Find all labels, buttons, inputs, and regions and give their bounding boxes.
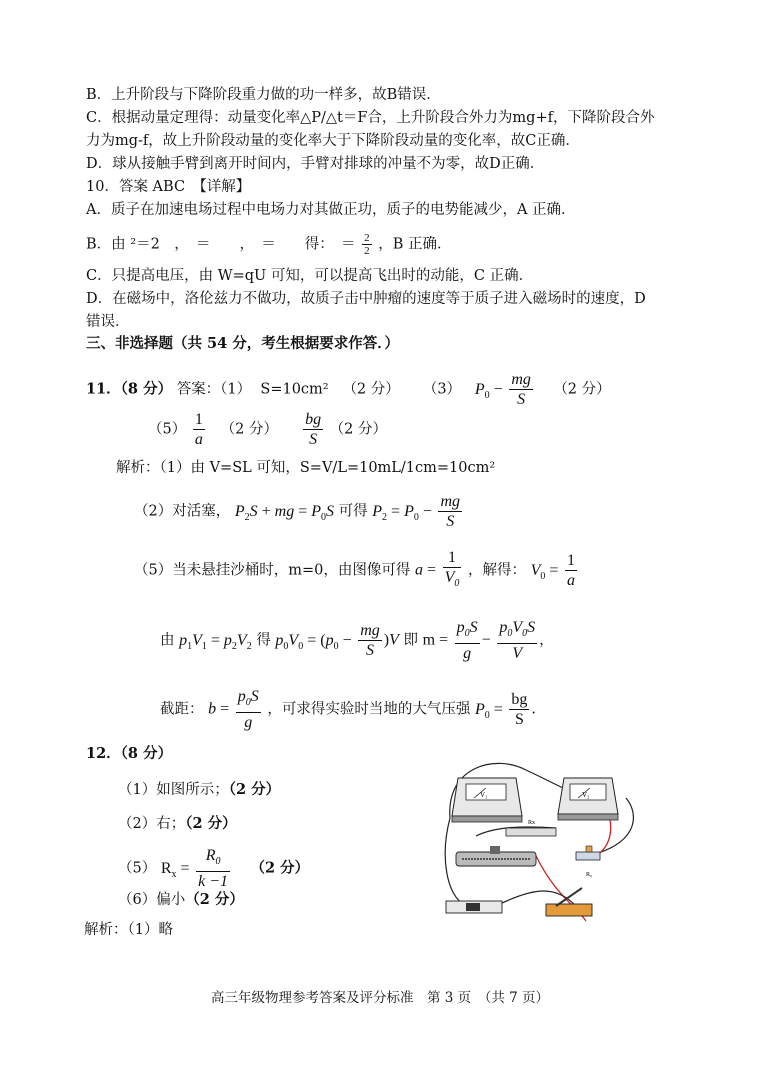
q11-score-1: （2 分）: [342, 381, 400, 398]
q11-s-value: S=10cm²: [260, 381, 329, 398]
q11-intercept-eq2: $P_0$ =: [474, 700, 503, 721]
circuit-diagram: [436, 756, 646, 936]
q11-step6-eq2: $p_0V_0 = (p_0$ −: [275, 631, 352, 652]
q11-score-4: （2 分）: [329, 421, 388, 438]
q11-score-3: （2 分）: [220, 421, 279, 438]
option-b-line: B．上升阶段与下降阶段重力做的功一样多，故B错误．: [86, 87, 441, 103]
voltmeter-v2: [558, 778, 618, 820]
q11-step5-eq2: $V_0$ =: [530, 561, 559, 582]
q11-step6-mid: 得: [256, 632, 271, 649]
q12-item5: [118, 846, 309, 891]
q11-step2-mid: 可得: [338, 503, 368, 520]
q11-item3-formula: $P_0$ −: [474, 380, 503, 401]
q10-b-prefix: B．由: [86, 236, 126, 253]
q11-analysis-step2: [134, 492, 464, 531]
q12-item5-text: （5）: [118, 860, 157, 877]
q11-step2-prefix: （2）对活塞，: [134, 503, 231, 520]
option-c-line1: C．根据动量定理得：动量变化率△P/△t＝F合，上升阶段合外力为mg+f，下降阶段合外: [86, 110, 655, 126]
v2-label: V₂: [582, 791, 590, 799]
q11-intercept-frac1: $\frac{p_0S}{g}$: [237, 688, 259, 732]
q11-step6-eq3: m =: [422, 631, 449, 649]
q11-intercept-mid: ，可求得实验时当地的大气压强: [267, 701, 471, 718]
q11-step5-eq1: a =: [414, 561, 436, 579]
q12-item6-text: （6）偏小: [118, 892, 186, 908]
q11-bg-over-s: $\frac{bg}{S}$: [305, 411, 322, 448]
q11-step6-comma: ，: [539, 632, 554, 649]
q11-step6-eq1: $p_1V_1 = p_2V_2$: [179, 631, 252, 652]
v1-label: V₁: [480, 791, 488, 799]
q11-intercept-end: .: [531, 701, 536, 718]
q10-b-equations: ²＝2 ， ＝ ， ＝ 得： ＝: [130, 236, 356, 253]
q11-step2-frac: $\frac{mg}{S}$: [440, 493, 461, 530]
q10-heading: 10．答案 ABC 【详解】: [86, 179, 251, 195]
option-c-line2: 力为mg-f，故上升阶段动量的变化率大于下降阶段动量的变化率，故C正确．: [86, 133, 580, 149]
q12-item2: [118, 814, 237, 834]
q11-answer-label: 答案：（1）: [176, 381, 252, 398]
r0-label: R₀: [586, 872, 593, 878]
q12-item5-score: （2 分）: [250, 859, 310, 877]
q12-item6-score: （2 分）: [185, 891, 244, 908]
q11-step6-mid2: 即: [403, 632, 418, 649]
q11-step2-eq1: $P_2S$ + mg = $P_0S$: [234, 502, 335, 523]
q11-step6-frac1: $\frac{mg}{S}$: [360, 622, 380, 660]
q11-analysis-step6: [160, 618, 554, 663]
q12-item1-score: （2 分）: [228, 781, 281, 798]
q12-heading: 12．（8 分）: [86, 745, 173, 762]
battery: [446, 901, 502, 913]
q10-option-d1: D．在磁场中，洛伦兹力不做功，故质子击中肿瘤的速度等于质子进入磁场时的速度，D: [86, 291, 646, 307]
q11-step6-frac2: $\frac{p_0S}{g}$: [456, 619, 478, 663]
q11-answer-line1: [86, 370, 611, 409]
q11-step5-mid: ，解得：: [468, 562, 526, 579]
q11-analysis-line1: 解析：（1）由 V=SL 可知，S=V/L=10mL/1cm=10cm²: [116, 460, 496, 476]
q10-option-d2: 错误．: [86, 314, 130, 330]
q11-mg-over-s: $\frac{mg}{S}$: [511, 371, 531, 408]
q12-item1-text: （1）如图所示；: [118, 782, 229, 798]
rx-label: Rx: [528, 820, 536, 826]
q12-item1: [118, 780, 280, 800]
q11-one-over-a: $\frac{1}{a}$: [194, 411, 203, 448]
rheostat: [456, 846, 536, 866]
resistor-rx: [506, 820, 556, 836]
q12-item2-text: （2）右；: [118, 816, 186, 832]
q12-item2-score: （2 分）: [185, 815, 237, 832]
q11-score-2: （2 分）: [553, 381, 611, 398]
q12-rx-frac: $\frac{R_0}{k -1}$: [198, 847, 229, 891]
q11-intercept-eq1: b =: [208, 700, 230, 718]
section-3-heading: 三、非选择题（共 54 分，考生根据要求作答．）: [86, 335, 400, 352]
q11-analysis-step5: [134, 548, 579, 593]
page-footer: 高三年级物理参考答案及评分标准 第 3 页 （共 7 页）: [210, 990, 550, 1006]
q10-option-a: A．质子在加速电场过程中电场力对其做正功，质子的电势能减少，A 正确．: [86, 202, 576, 218]
q11-item5-label: （5）: [148, 421, 187, 438]
q12-rx-eq: $R_x$ =: [160, 859, 190, 880]
q11-step6-eq2-tail: )V: [383, 631, 399, 649]
q11-step6-minus: −: [481, 631, 491, 649]
q11-step2-eq2: $P_2 = P_0$ −: [372, 502, 432, 523]
q11-step5-prefix: （5）当未悬挂沙桶时，m=0，由图像可得: [134, 562, 411, 579]
resistor-box-r0: [576, 846, 600, 878]
q12-analysis: 解析：（1）略: [84, 922, 173, 938]
q10-b-fraction: $\frac{2}{2}$: [364, 232, 370, 257]
q11-intercept-line: [160, 687, 536, 732]
voltmeter-v1: [452, 778, 522, 822]
q12-item6: [118, 890, 244, 910]
q11-answer-line2: [148, 410, 387, 449]
q11-intercept-frac2: $\frac{bg}{S}$: [511, 691, 528, 729]
q10-option-c: C．只提高电压，由 W=qU 可知，可以提高飞出时的动能，C 正确．: [86, 268, 534, 284]
option-d-line: D．球从接触手臂到离开时间内，手臂对排球的冲量不为零，故D正确．: [86, 156, 545, 172]
q10-b-suffix: ，B 正确．: [378, 236, 452, 253]
q11-step6-prefix: 由: [160, 632, 175, 649]
q11-item3-label: （3）: [422, 381, 462, 398]
q11-step5-frac2: $\frac{1}{a}$: [567, 552, 576, 590]
q11-step6-frac3: $\frac{p_0V_0S}{V}$: [499, 619, 536, 663]
q11-intercept-prefix: 截距：: [160, 701, 204, 718]
q11-step5-frac1: $\frac{1}{V_0}$: [444, 549, 460, 590]
q10-option-b: [86, 232, 452, 257]
q11-heading: 11．（8 分）: [86, 380, 173, 398]
